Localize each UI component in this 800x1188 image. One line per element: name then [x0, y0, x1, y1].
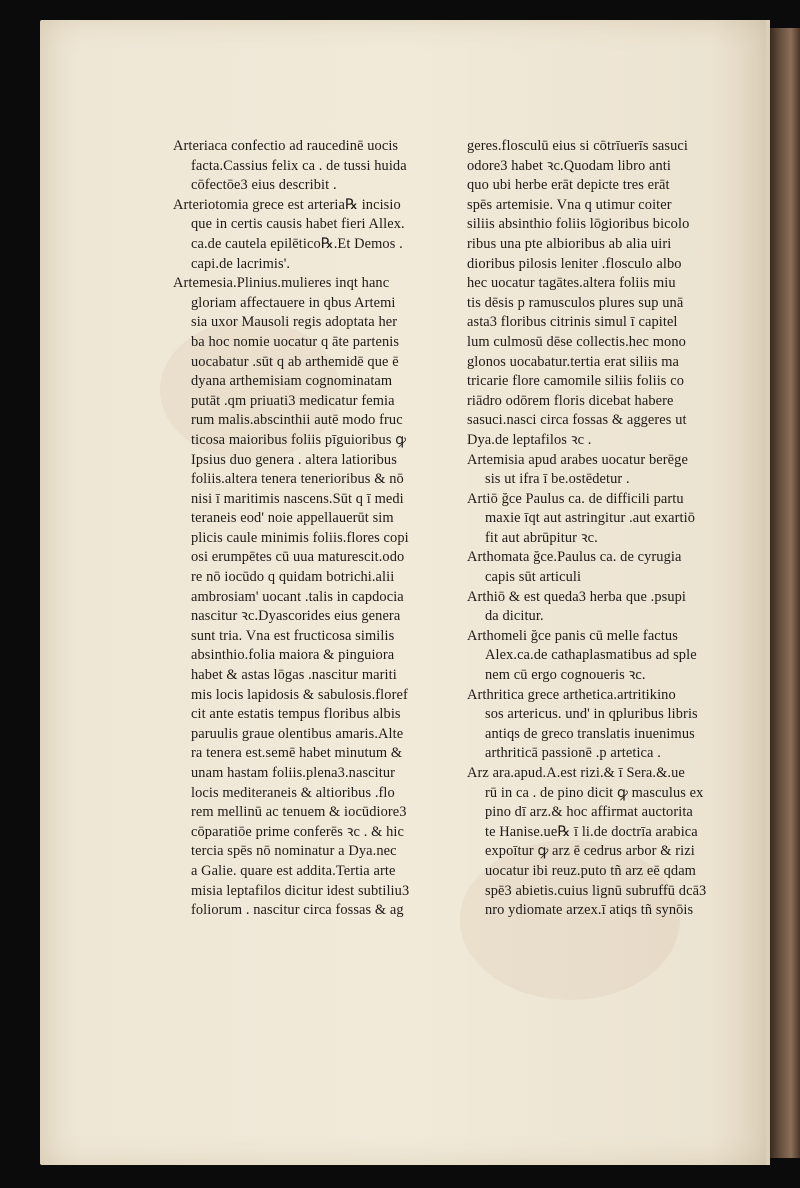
- text-line: a Galie. quare est addita.Tertia arte: [191, 862, 396, 879]
- text-line: fit aut abrūpitur ꝛc.: [485, 529, 598, 546]
- text-line: ambrosiam' uocant .talis in capdocia: [191, 588, 404, 605]
- text-line: mis locis lapidosis & sabulosis.floref: [191, 686, 408, 703]
- text-line: Arz ara.apud.A.est rizi.& ī Sera.&.ue: [467, 765, 685, 781]
- text-line: rū in ca . de pino dicit ꝙ masculus ex: [485, 784, 704, 801]
- text-line: Dya.de leptafilos ꝛc .: [467, 431, 592, 448]
- text-line: facta.Cassius felix ca . de tussi huida: [191, 157, 407, 174]
- text-line: uocabatur .sūt q ab arthemidē que ē: [191, 353, 399, 370]
- text-line: nem cū ergo cognoueris ꝛc.: [485, 667, 646, 684]
- text-line: dyana arthemisiam cognominatam: [191, 373, 393, 390]
- text-line: arthriticā passionē .p artetica .: [485, 745, 661, 762]
- right-text-column: [467, 137, 706, 921]
- text-line: tis dēsis p ramusculos plures sup unā: [467, 294, 684, 311]
- text-line: Alex.ca.de cathaplasmatibus ad sple: [485, 647, 697, 664]
- text-line: teraneis eod' noie appellauerūt sim: [191, 510, 394, 527]
- text-line: tricarie flore camomile siliis foliis co: [467, 373, 684, 390]
- text-line: ca.de cautela epilētico℞.Et Demos .: [191, 235, 403, 252]
- text-line: Arteriaca confectio ad raucedinē uocis: [173, 138, 399, 154]
- text-line: Arthritica grece arthetica.artritikino: [467, 686, 676, 703]
- text-line: misia leptafilos dicitur idest subtiliu3: [191, 882, 410, 899]
- text-line: lum culmosū dēse collectis.hec mono: [467, 333, 686, 350]
- text-line: glonos uocabatur.tertia erat siliis ma: [467, 353, 680, 370]
- text-line: rem mellinū ac tenuem & iocūdiore3: [191, 804, 407, 821]
- text-line: unam hastam foliis.plena3.nascitur: [191, 765, 396, 781]
- text-line: re nō iocūdo q quidam botrichi.alii: [191, 569, 395, 586]
- text-line: quo ubi herbe erāt depicte tres erāt: [467, 177, 670, 194]
- text-line: locis mediteraneis & altioribus .flo: [191, 784, 395, 801]
- text-line: sos artericus. und' in qpluribus libris: [485, 706, 698, 723]
- text-line: foliorum . nascitur circa fossas & ag: [191, 902, 404, 919]
- text-line: sunt tria. Vna est fructicosa similis: [191, 627, 395, 644]
- text-line: cōparatiōe prime conferēs ꝛc . & hic: [191, 823, 404, 840]
- text-line: Arthomeli ğce panis cū melle factus: [467, 627, 678, 644]
- text-line: odore3 habet ꝛc.Quodam libro anti: [467, 157, 671, 174]
- text-line: rum malis.abscinthii autē modo fruc: [191, 412, 403, 429]
- text-line: spēs artemisie. Vna q utimur coiter: [467, 196, 672, 213]
- text-line: da dicitur.: [485, 608, 544, 625]
- text-line: capis sūt articuli: [485, 569, 582, 586]
- text-line: sasuci.nasci circa fossas & aggeres ut: [467, 412, 687, 429]
- text-line: te Hanise.ue℞ ī li.de doctrīa arabica: [485, 823, 698, 840]
- text-line: pino dī arz.& hoc affirmat auctorita: [485, 804, 693, 821]
- text-line: Artiō ğce Paulus ca. de difficili partu: [467, 490, 684, 507]
- text-line: cōfectōe3 eius describit .: [191, 177, 337, 194]
- text-line: que in certis causis habet fieri Allex.: [191, 216, 405, 233]
- adjacent-page-edge: [770, 28, 800, 1158]
- text-line: riādro odōrem floris dicebat habere: [467, 392, 674, 409]
- text-line: habet & astas lōgas .nascitur mariti: [191, 667, 397, 684]
- text-line: nisi ī maritimis nascens.Sūt q ī medi: [191, 490, 404, 507]
- text-line: hec uocatur tagātes.altera foliis miu: [467, 275, 676, 292]
- text-line: absinthio.folia maiora & pinguiora: [191, 647, 395, 664]
- text-line: tercia spēs nō nominatur a Dya.nec: [191, 843, 397, 860]
- text-line: antiqs de greco translatis inuenimus: [485, 725, 695, 742]
- text-line: Arthiō & est queda3 herba que .psupi: [467, 588, 687, 605]
- text-line: uocatur ibi reuz.puto tñ arz eē qdam: [485, 862, 696, 879]
- text-line: maxie īqt aut astringitur .aut exartiō: [485, 510, 696, 527]
- text-line: sia uxor Mausoli regis adoptata her: [191, 314, 398, 331]
- text-line: Ipsius duo genera . altera latioribus: [191, 451, 397, 468]
- text-line: plicis caule minimis foliis.flores copi: [191, 529, 409, 546]
- text-line: nascitur ꝛc.Dyascorides eius genera: [191, 608, 401, 625]
- text-line: cit ante estatis tempus floribus albis: [191, 706, 401, 723]
- text-line: spē3 abietis.cuius lignū subruffū dcā3: [485, 882, 707, 899]
- text-line: gloriam affectauere in qbus Artemi: [191, 294, 396, 311]
- text-line: ticosa maioribus foliis pīguioribus ꝙ: [191, 431, 407, 448]
- text-line: expoītur ꝙ arz ē cedrus arbor & rizi: [485, 843, 695, 860]
- text-line: Artemesia.Plinius.mulieres inqt hanc: [173, 275, 390, 292]
- text-line: Artemisia apud arabes uocatur berēge: [467, 451, 688, 468]
- text-line: dioribus pilosis leniter .flosculo albo: [467, 255, 682, 272]
- text-line: capi.de lacrimis'.: [191, 255, 291, 272]
- text-line: ra tenera est.semē habet minutum &: [191, 745, 403, 762]
- text-line: ribus una pte albioribus ab alia uiri: [467, 235, 672, 252]
- text-line: foliis.altera tenera tenerioribus & nō: [191, 471, 404, 488]
- text-line: sis ut ifra ī be.ostēdetur .: [485, 471, 630, 488]
- text-line: nro ydiomate arzex.ī atiqs tñ synōis: [485, 902, 694, 919]
- text-line: putāt .qm priuati3 medicatur femia: [191, 392, 395, 409]
- left-text-column: [173, 137, 409, 921]
- text-line: osi erumpētes cū uua maturescit.odo: [191, 549, 405, 566]
- text-line: asta3 floribus citrinis simul ī capitel: [467, 314, 678, 331]
- text-line: Arteriotomia grece est arteria℞ incisio: [173, 196, 401, 213]
- text-line: Arthomata ğce.Paulus ca. de cyrugia: [467, 549, 682, 566]
- text-line: ba hoc nomie uocatur q āte partenis: [191, 333, 400, 350]
- text-line: siliis absinthio foliis lōgioribus bicolo: [467, 216, 690, 233]
- text-line: geres.flosculū eius si cōtrīuerīs sasuci: [467, 138, 689, 154]
- text-line: paruulis graue olentibus amaris.Alte: [191, 725, 404, 742]
